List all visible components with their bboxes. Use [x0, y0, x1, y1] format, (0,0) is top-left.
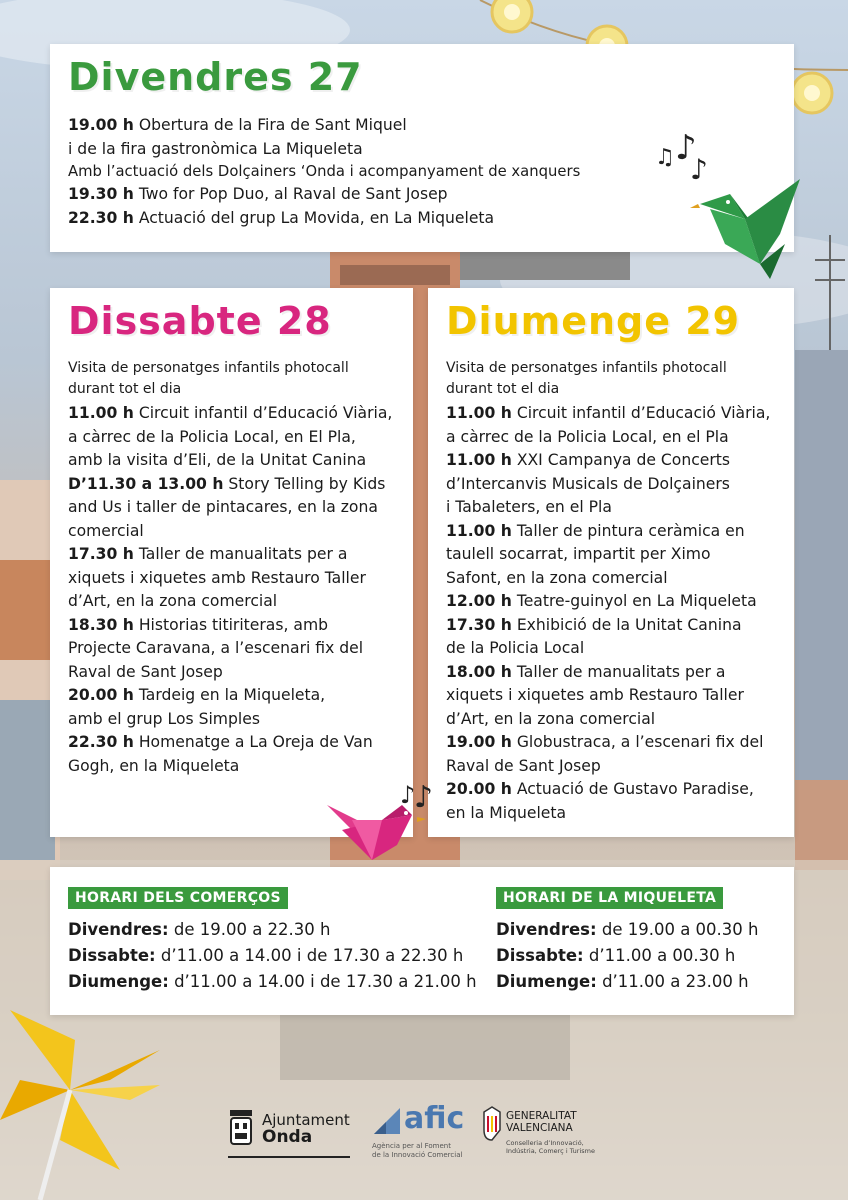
list-item: d’Art, en la zona comercial [68, 592, 278, 610]
green-bird-icon [690, 174, 810, 284]
ajuntament-onda-logo [228, 1104, 353, 1164]
saturday-program [68, 358, 392, 778]
miqueleta-hours [496, 887, 759, 995]
list-item: 19.00 h Globustraca, a l’escenari fix del [446, 733, 764, 751]
list-item: i de la fira gastronòmica La Miqueleta [68, 139, 363, 158]
svg-text:♫: ♫ [655, 145, 675, 170]
list-item: comercial [68, 521, 144, 540]
list-item: Dissabte: d’11.00 a 00.30 h [496, 946, 736, 965]
miqueleta-hours-header: HORARI DE LA MIQUELETA [496, 887, 723, 909]
friday-card [50, 44, 794, 252]
afic-symbol-icon [372, 1106, 400, 1136]
afic-logo [372, 1102, 472, 1168]
list-item: Gogh, en la Miqueleta [68, 756, 240, 775]
list-item: 11.00 h Circuit infantil d’Educació Viària, [68, 404, 393, 422]
list-item: 22.30 h Actuació del grup La Movida, en La Miqueleta [68, 208, 495, 227]
list-item: Projecte Caravana, a l’escenari fix del [68, 639, 364, 657]
list-item: a càrrec de la Policia Local, en el Pla [446, 427, 729, 446]
generalitat-crest-icon [482, 1106, 502, 1142]
list-item: 18.00 h Taller de manualitats per a [446, 662, 726, 681]
list-item: Raval de Sant Josep [68, 662, 223, 681]
list-item: 18.30 h Historias titiriteras, amb [68, 615, 329, 634]
list-item: 19.00 h Obertura de la Fira de Sant Miquel [68, 116, 407, 134]
shops-hours [68, 887, 477, 995]
list-item: amb el grup Los Simples [68, 709, 260, 728]
list-item: Safont, en la zona comercial [446, 568, 668, 587]
list-item: i Tabaleters, en el Pla [446, 498, 612, 516]
list-item: Amb l’actuació dels Dolçainers ‘Onda i acompanyament de xanquers [68, 163, 581, 180]
list-item: xiquets i xiquetes amb Restauro Taller [446, 686, 744, 704]
list-item: d’Intercanvis Musicals de Dolçainers [446, 474, 730, 493]
saturday-card [50, 288, 416, 837]
list-item: 17.30 h Taller de manualitats per a [68, 545, 348, 563]
hours-card [50, 867, 794, 1015]
list-item: xiquets i xiquetes amb Restauro Taller [68, 568, 366, 587]
list-item: 12.00 h Teatre-guinyol en La Miqueleta [446, 592, 757, 610]
list-item: durant tot el dia [68, 381, 182, 397]
shops-hours-list [68, 917, 477, 995]
gv-line1: GENERALITAT [506, 1110, 577, 1122]
ajuntament-line2: Onda [262, 1127, 313, 1147]
friday-title: Divendres 27 [68, 55, 363, 99]
list-item: Divendres: de 19.00 a 22.30 h [68, 920, 331, 939]
friday-program [68, 114, 580, 230]
ajuntament-line1: Ajuntament [262, 1111, 350, 1129]
list-item: and Us i taller de pintacares, en la zona [68, 498, 378, 516]
list-item: Visita de personatges infantils photocall [446, 360, 727, 376]
sponsor-logos [220, 1100, 620, 1170]
list-item: 19.30 h Two for Pop Duo, al Raval de Sant Josep [68, 185, 448, 203]
list-item: 20.00 h Actuació de Gustavo Paradise, [446, 780, 754, 798]
list-item: 20.00 h Tardeig en la Miqueleta, [68, 686, 326, 704]
list-item: a càrrec de la Policia Local, en El Pla, [68, 427, 356, 446]
list-item: Diumenge: d’11.00 a 14.00 i de 17.30 a 21.00 h [68, 972, 477, 991]
svg-text:♪: ♪ [690, 153, 708, 184]
list-item: taulell socarrat, impartit per Ximo [446, 545, 711, 563]
sunday-program [446, 358, 770, 825]
list-item: 22.30 h Homenatge a La Oreja de Van [68, 733, 373, 751]
pink-bird-icon [322, 775, 442, 870]
list-item: en la Miqueleta [446, 803, 567, 822]
list-item: durant tot el dia [446, 381, 560, 397]
gv-line2: VALENCIANA [506, 1122, 573, 1134]
list-item: Visita de personatges infantils photocall [68, 360, 349, 376]
list-item: 11.00 h XXI Campanya de Concerts [446, 451, 731, 469]
afic-name: afic [404, 1101, 465, 1136]
sunday-card [428, 288, 794, 837]
afic-sub2: de la Innovació Comercial [372, 1151, 463, 1159]
list-item: amb la visita d’Eli, de la Unitat Canina [68, 451, 367, 469]
afic-sub1: Agència per al Foment [372, 1142, 451, 1150]
list-item: 11.00 h Taller de pintura ceràmica en [446, 521, 745, 540]
list-item: Dissabte: d’11.00 a 14.00 i de 17.30 a 22.30 h [68, 946, 464, 965]
onda-crest-icon [228, 1106, 254, 1150]
miqueleta-hours-list [496, 917, 759, 995]
saturday-title: Dissabte 28 [68, 299, 332, 343]
svg-text:♪: ♪ [400, 781, 416, 809]
list-item: D’11.30 a 13.00 h Story Telling by Kids [68, 474, 386, 493]
list-item: Diumenge: d’11.00 a 23.00 h [496, 972, 749, 991]
list-item: Raval de Sant Josep [446, 756, 601, 775]
svg-text:♪: ♪ [675, 128, 697, 168]
list-item: de la Policia Local [446, 639, 585, 657]
gv-sub1: Conselleria d’Innovació, [506, 1139, 584, 1147]
list-item: 11.00 h Circuit infantil d’Educació Viària, [446, 404, 771, 422]
list-item: d’Art, en la zona comercial [446, 709, 656, 728]
list-item: 17.30 h Exhibició de la Unitat Canina [446, 615, 742, 634]
sunday-title: Diumenge 29 [446, 299, 741, 343]
gv-sub2: Indústria, Comerç i Turisme [506, 1147, 595, 1155]
generalitat-logo [482, 1106, 622, 1166]
shops-hours-header: HORARI DELS COMERÇOS [68, 887, 288, 909]
svg-text:♪: ♪ [414, 780, 434, 815]
list-item: Divendres: de 19.00 a 00.30 h [496, 920, 759, 939]
